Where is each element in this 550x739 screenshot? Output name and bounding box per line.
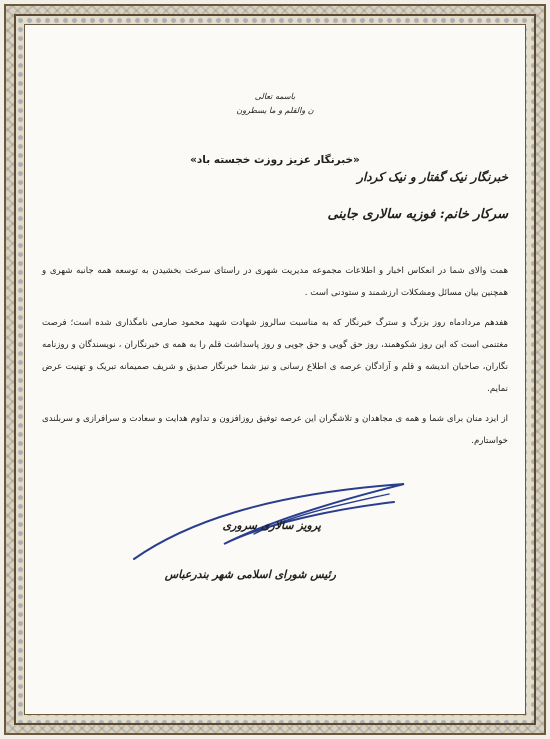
letter-title: «خبرنگار عزیز روزت خجسته باد» [190, 154, 360, 166]
paragraph-1: همت والای شما در انعکاس اخبار و اطلاعات مجموعه مدیریت شهری در راستای سرعت بخشیدن به توسعه همه جانبه شهری و همچنین بیان مسائل ومشکلات ارزشمند و ستودنی است . [42, 266, 508, 298]
invocation [24, 90, 526, 118]
letter-content [24, 24, 526, 715]
invocation-line-2: ن والقلم و ما یسطرون [236, 106, 314, 115]
paragraph-3: از ایزد منان برای شما و همه ی مجاهدان و تلاشگران این عرصه توفیق روزافزون و تداوم هدایت و سعادت و سرافرازی و سربلندی خواستارم. [42, 414, 508, 446]
addressee: سرکار خانم: فوزیه سالاری جاینی [327, 207, 508, 222]
letter-body [42, 260, 508, 460]
signature-name: پرویز سالاری سروری [222, 519, 321, 532]
invocation-line-1: باسمه تعالی [254, 92, 296, 101]
signature-title: رئیس شورای اسلامی شهر بندرعباس [164, 568, 336, 581]
greeting: خبرنگار نیک گفتار و نیک کردار [357, 170, 508, 184]
paragraph-2: هفدهم مردادماه روز بزرگ و سترگ خبرنگار که به مناسبت سالروز شهادت شهید محمود صارمی نامگذاری شده است؛ فرصت مغتنمی است که این روز شکوهمند، روز حق گویی و حق جویی و روز پاسداشت قلم را به همه ی خبرنگاران ، نویسندگان و روزنامه نگاران، صاحبان اندیشه و قلم و آزادگان عرصه ی اطلاع رسانی و نیز شما خبرنگار صدیق و شریف صمیمانه تبریک و تهنیت عرض نمایم. [42, 318, 508, 394]
